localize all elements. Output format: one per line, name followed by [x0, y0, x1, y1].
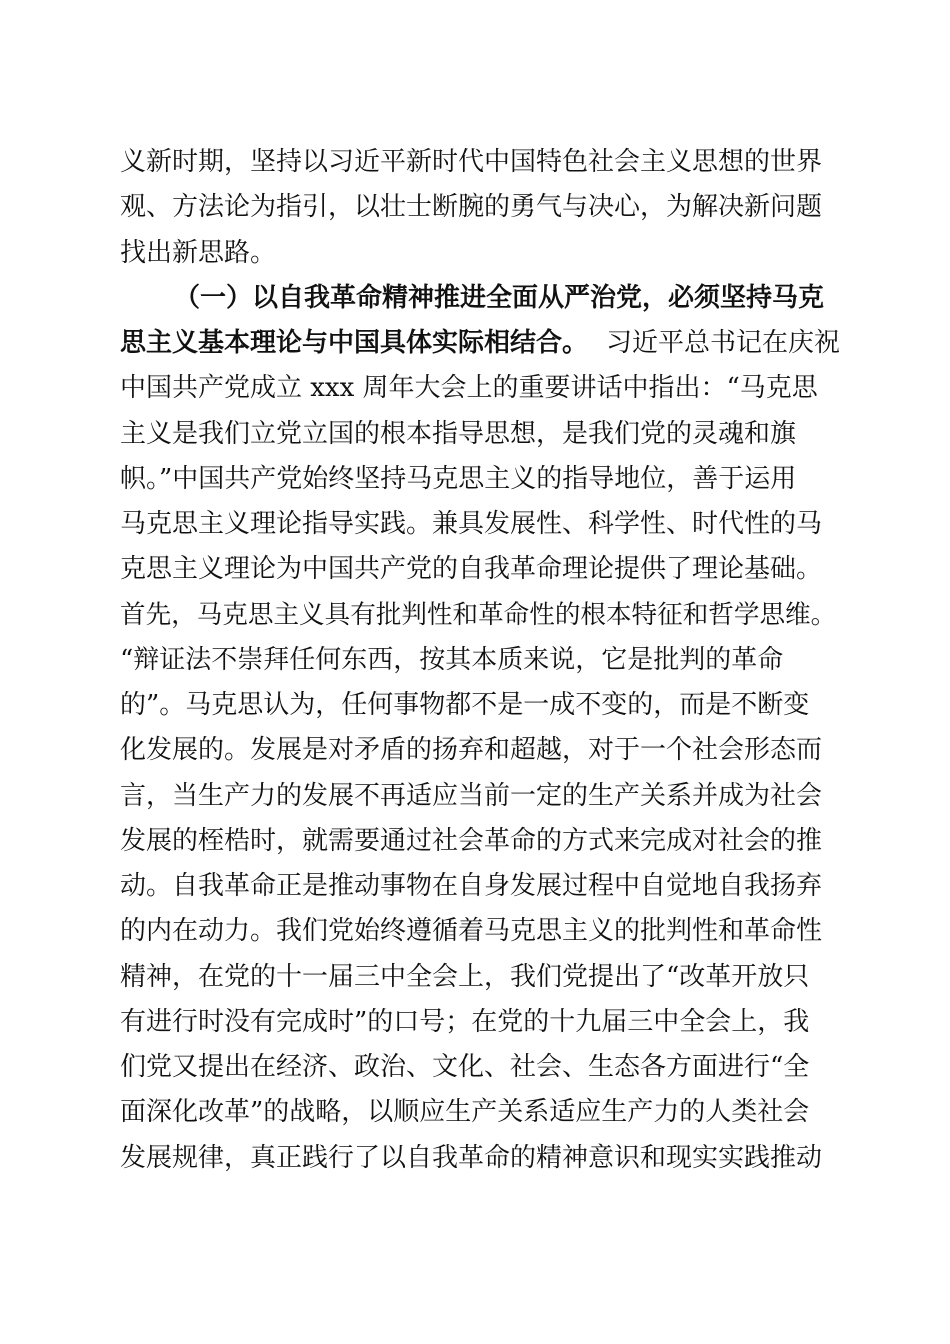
- text-line: [120, 593, 840, 638]
- text-line: [120, 366, 840, 411]
- text-line: [120, 864, 840, 909]
- text-line: [120, 1000, 840, 1045]
- text-line: [120, 547, 840, 592]
- text-line: [120, 231, 840, 276]
- text-line: [120, 728, 840, 773]
- line-text: 化发展的。发展是对矛盾的扬弃和超越，对于一个社会形态而: [120, 735, 823, 766]
- line-text: 们党又提出在经济、政治、文化、社会、生态各方面进行“全: [120, 1052, 810, 1082]
- line-text: 主义是我们立党立国的根本指导思想，是我们党的灵魂和旗: [120, 418, 797, 449]
- section-heading-text: 思主义基本理论与中国具体实际相结合。: [120, 328, 589, 358]
- text-line: [120, 819, 840, 864]
- line-text: 克思主义理论为中国共产党的自我革命理论提供了理论基础。: [120, 554, 823, 585]
- line-text: 首先，马克思主义具有批判性和革命性的根本特征和哲学思维。: [120, 599, 837, 630]
- text-line: [120, 185, 840, 230]
- line-text: 义新时期，坚持以习近平新时代中国特色社会主义思想的世界: [120, 147, 823, 177]
- line-text: 有进行时没有完成时”的口号；在党的十九届三中全会上，我: [120, 1006, 810, 1037]
- line-text: 中国共产党成立 xxx 周年大会上的重要讲话中指出：“马克思: [120, 373, 818, 404]
- body-text: [120, 140, 840, 1181]
- text-line: [120, 1045, 840, 1090]
- text-line: [120, 457, 840, 502]
- line-text: 帜。”中国共产党始终坚持马克思主义的指导地位，善于运用: [120, 463, 797, 494]
- line-text: 动。自我革命正是推动事物在自身发展过程中自觉地自我扬弃: [120, 871, 823, 901]
- text-line: [120, 321, 840, 366]
- line-text: 习近平总书记在庆祝: [605, 328, 840, 358]
- line-text: 找出新思路。: [120, 237, 277, 268]
- text-line: [120, 909, 840, 954]
- text-line: [120, 955, 840, 1000]
- line-text: 马克思主义理论指导实践。兼具发展性、科学性、时代性的马: [120, 509, 823, 539]
- section-heading-text: （一）以自我革命精神推进全面从严治党，必须坚持马克: [174, 282, 825, 313]
- line-text: 的内在动力。我们党始终遵循着马克思主义的批判性和革命性: [120, 916, 823, 947]
- line-text: 的”。马克思认为，任何事物都不是一成不变的，而是不断变: [120, 690, 810, 720]
- line-text: 言，当生产力的发展不再适应当前一定的生产关系并成为社会: [120, 780, 823, 811]
- section-heading-line: [120, 276, 840, 321]
- text-line: [120, 1136, 840, 1181]
- text-line: [120, 1090, 840, 1135]
- line-text: 发展规律，真正践行了以自我革命的精神意识和现实实践推动: [120, 1142, 823, 1173]
- text-line: [120, 502, 840, 547]
- line-text: 观、方法论为指引，以壮士断腕的勇气与决心，为解决新问题: [120, 192, 823, 223]
- text-line: [120, 140, 840, 185]
- line-text: “辩证法不崇拜任何东西，按其本质来说，它是批判的革命: [120, 644, 784, 675]
- text-line: [120, 683, 840, 728]
- text-line: [120, 774, 840, 819]
- line-text: 精神，在党的十一届三中全会上，我们党提出了“改革开放只: [120, 961, 810, 992]
- text-line: [120, 638, 840, 683]
- line-text: 面深化改革”的战略，以顺应生产关系适应生产力的人类社会: [120, 1097, 810, 1128]
- text-line: [120, 412, 840, 457]
- line-text: 发展的桎梏时，就需要通过社会革命的方式来完成对社会的推: [120, 825, 823, 856]
